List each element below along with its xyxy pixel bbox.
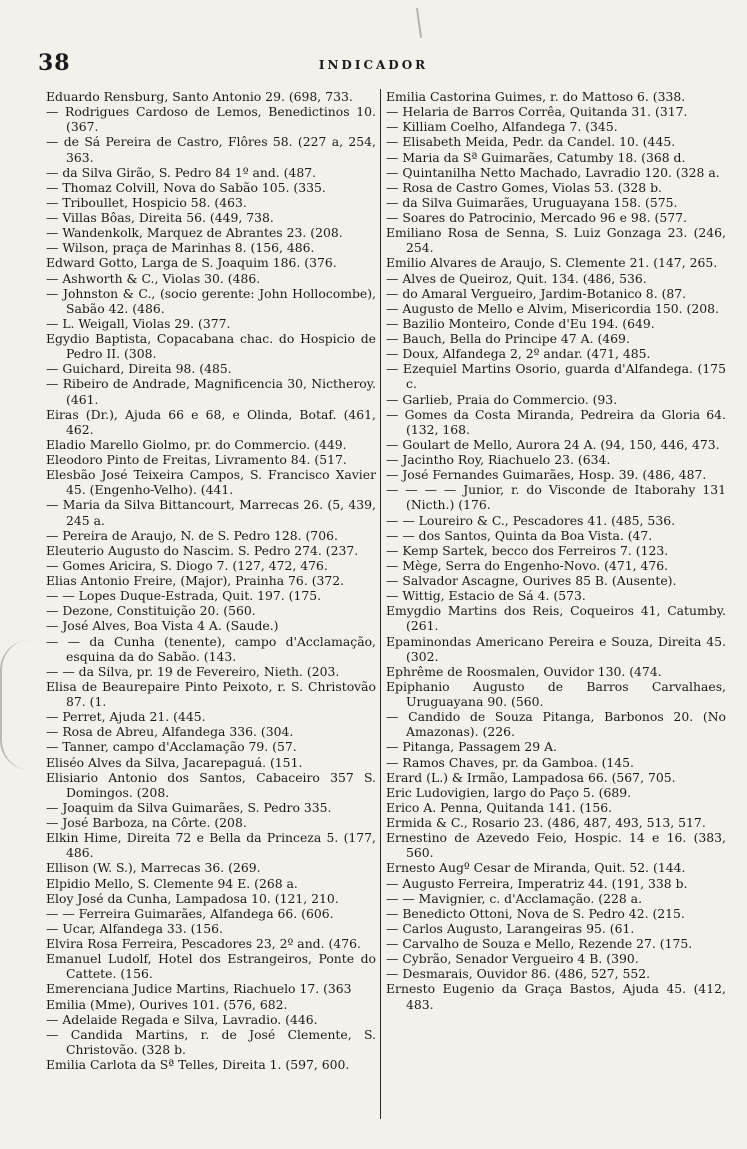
directory-entry: — Cybrão, Senador Vergueiro 4 B. (390. xyxy=(386,951,639,967)
directory-entry: — Garlieb, Praia do Commercio. (93. xyxy=(386,391,618,407)
directory-entry: Ermida & C., Rosario 23. (486, 487, 493, 513, 517. xyxy=(386,815,706,830)
directory-entry: — — Lopes Duque-Estrada, Quit. 197. (175. xyxy=(46,588,322,604)
directory-entry: — Quintanilha Netto Machado, Lavradio 120. (328 a. xyxy=(386,164,720,180)
directory-entry: Ephrême de Roosmalen, Ouvidor 130. (474. xyxy=(386,663,662,679)
directory-entry: — — Ferreira Guimarães, Alfandega 66. (606. xyxy=(46,905,334,921)
directory-entry: Eladio Marello Giolmo, pr. do Commercio. (449. xyxy=(46,436,347,452)
directory-entry: — Rosa de Abreu, Alfandega 336. (304. xyxy=(46,724,294,740)
directory-entry: — Perret, Ajuda 21. (445. xyxy=(46,709,206,725)
directory-entry: — Mège, Serra do Engenho-Novo. (471, 476. xyxy=(386,557,669,573)
directory-entry: Ernesto Augº Cesar de Miranda, Quit. 52. (144. xyxy=(386,860,686,876)
directory-entry: — Killiam Coelho, Alfandega 7. (345. xyxy=(386,119,618,135)
directory-entry: — Maria da Silva Bittancourt, Marrecas 26. (5, 439, 245 a. xyxy=(46,497,376,528)
directory-entry: — Rodrigues Cardoso de Lemos, Benedictinos 10. (367. xyxy=(46,104,376,135)
page-number: 38 xyxy=(38,50,71,76)
directory-entry: Emerenciana Judice Martins, Riachuelo 17. (363 xyxy=(46,981,352,997)
directory-entry: Eliséo Alves da Silva, Jacarepaguá. (151. xyxy=(46,754,303,770)
directory-entry: Emilia Carlota da Sª Telles, Direita 1. (597, 600. xyxy=(46,1057,350,1072)
directory-entry: Erico A. Penna, Quitanda 141. (156. xyxy=(386,799,613,815)
directory-entry: — Pitanga, Passagem 29 A. xyxy=(386,739,557,755)
directory-entry: — Elisabeth Meida, Pedr. da Candel. 10. (445. xyxy=(386,134,676,150)
directory-entry: — Ramos Chaves, pr. da Gamboa. (145. xyxy=(386,754,634,770)
directory-entry: — Helaria de Barros Corrêa, Quitanda 31. (317. xyxy=(386,104,688,120)
directory-entry: — Joaquim da Silva Guimarães, S. Pedro 335. xyxy=(46,799,332,815)
page-edge-stain xyxy=(0,640,40,770)
directory-entry: Eleodoro Pinto de Freitas, Livramento 84. (517. xyxy=(46,452,347,467)
directory-entry: — Carlos Augusto, Larangeiras 95. (61. xyxy=(386,920,635,936)
running-head: INDICADOR xyxy=(318,58,429,72)
directory-entry: — Jacintho Roy, Riachuelo 23. (634. xyxy=(386,452,611,467)
directory-entry: — Wilson, praça de Marinhas 8. (156, 486. xyxy=(46,240,315,256)
directory-entry: Elisa de Beaurepaire Pinto Peixoto, r. S. Christovão 87. (1. xyxy=(46,678,376,709)
directory-entry: — Kemp Sartek, becco dos Ferreiros 7. (123. xyxy=(386,542,669,558)
directory-entry: — Ucar, Alfandega 33. (156. xyxy=(46,920,223,936)
directory-entry: — da Silva Girão, S. Pedro 84 1º and. (487. xyxy=(46,164,317,180)
directory-entry: Eric Ludovigien, largo do Paço 5. (689. xyxy=(386,784,632,800)
directory-entry: Epaminondas Americano Pereira e Souza, Direita 45. (302. xyxy=(386,633,726,664)
directory-entry: Emanuel Ludolf, Hotel dos Estrangeiros, Ponte do Cattete. (156. xyxy=(46,951,376,982)
directory-entry: Emiliano Rosa de Senna, S. Luiz Gonzaga 23. (246, 254. xyxy=(386,225,726,256)
directory-entry: — José Alves, Boa Vista 4 A. (Saude.) xyxy=(46,618,279,634)
directory-entry: Elkin Hime, Direita 72 e Bella da Princeza 5. (177, 486. xyxy=(46,830,376,861)
directory-entry: Emygdio Martins dos Reis, Coqueiros 41, Catumby. (261. xyxy=(386,603,726,634)
directory-entry: Ellison (W. S.), Marrecas 36. (269. xyxy=(46,860,261,876)
directory-entry: — Carvalho de Souza e Mello, Rezende 27. (175. xyxy=(386,936,693,951)
directory-entry: — Wandenkolk, Marquez de Abrantes 23. (208. xyxy=(46,225,343,241)
directory-entry: — Thomaz Colvill, Nova do Sabão 105. (335. xyxy=(46,179,326,195)
directory-entry: Emilio Alvares de Araujo, S. Clemente 21. (147, 265. xyxy=(386,255,718,271)
directory-entry: — Salvador Ascagne, Ourives 85 B. (Ausente). xyxy=(386,573,677,588)
directory-entry: — Augusto Ferreira, Imperatriz 44. (191, 338 b. xyxy=(386,875,688,891)
directory-entry: — José Fernandes Guimarães, Hosp. 39. (486, 487. xyxy=(386,467,707,483)
directory-entry: — Gomes da Costa Miranda, Pedreira da Gloria 64. (132, 168. xyxy=(386,406,726,437)
directory-entry: — Soares do Patrocinio, Mercado 96 e 98. (577. xyxy=(386,210,687,225)
directory-entry: Ernesto Eugenio da Graça Bastos, Ajuda 45. (412, 483. xyxy=(386,981,726,1012)
left-column xyxy=(46,89,376,1139)
directory-entry: — Alves de Queiroz, Quit. 134. (486, 536. xyxy=(386,270,647,286)
right-column xyxy=(386,89,726,1139)
directory-entry: Elpidio Mello, S. Clemente 94 E. (268 a. xyxy=(46,875,298,891)
directory-entry: — José Barboza, na Côrte. (208. xyxy=(46,815,247,830)
directory-entry: Eleuterio Augusto do Nascim. S. Pedro 274. (237. xyxy=(46,542,359,558)
directory-entry: Elesbão José Teixeira Campos, S. Francisco Xavier 45. (Engenho-Velho). (441. xyxy=(46,467,376,498)
directory-entry: — Goulart de Mello, Aurora 24 A. (94, 150, 446, 473. xyxy=(386,436,720,452)
directory-entry: Elias Antonio Freire, (Major), Prainha 76. (372. xyxy=(46,573,345,588)
directory-entry: — Tanner, campo d'Acclamação 79. (57. xyxy=(46,739,297,755)
directory-entry: — Guichard, Direita 98. (485. xyxy=(46,361,232,377)
directory-entry: — Johnston & C., (socio gerente: John Hollocombe), Sabão 42. (486. xyxy=(46,285,376,316)
directory-entry: — do Amaral Vergueiro, Jardim-Botanico 8. (87. xyxy=(386,285,687,301)
directory-entry: Erard (L.) & Irmão, Lampadosa 66. (567, 705. xyxy=(386,769,676,785)
directory-entry: — — da Silva, pr. 19 de Fevereiro, Nieth. (203. xyxy=(46,663,340,679)
directory-entry: — Augusto de Mello e Alvim, Misericordia 150. (208. xyxy=(386,300,719,316)
directory-entry: — Dezone, Constituição 20. (560. xyxy=(46,603,256,619)
pencil-mark xyxy=(416,8,422,38)
directory-entry: — Maria da Sª Guimarães, Catumby 18. (368 d. xyxy=(386,149,686,165)
directory-entry: Elvira Rosa Ferreira, Pescadores 23, 2º and. (476. xyxy=(46,936,361,951)
directory-entry: — — — — Junior, r. do Visconde de Itaborahy 131 (Nicth.) (176. xyxy=(386,482,726,513)
directory-entry: — Ashworth & C., Violas 30. (486. xyxy=(46,270,261,286)
directory-entry: Eiras (Dr.), Ajuda 66 e 68, e Olinda, Botaf. (461, 462. xyxy=(46,406,376,437)
directory-entry: — — Loureiro & C., Pescadores 41. (485, 536. xyxy=(386,512,676,528)
directory-entry: — Ribeiro de Andrade, Magnificencia 30, Nictheroy. (461. xyxy=(46,376,376,407)
directory-entry: Eduardo Rensburg, Santo Antonio 29. (698, 733. xyxy=(46,89,353,104)
directory-entry: — Ezequiel Martins Osorio, guarda d'Alfandega. (175 c. xyxy=(386,361,726,392)
directory-entry: — Adelaide Regada e Silva, Lavradio. (446. xyxy=(46,1011,318,1027)
directory-entry: — — da Cunha (tenente), campo d'Acclamação, esquina da do Sabão. (143. xyxy=(46,633,376,664)
directory-entry: — da Silva Guimarães, Uruguayana 158. (575. xyxy=(386,194,678,210)
directory-entry: Emilia Castorina Guimes, r. do Mattoso 6. (338. xyxy=(386,89,686,104)
directory-entry: — Triboullet, Hospicio 58. (463. xyxy=(46,194,247,210)
directory-entry: — — Mavignier, c. d'Acclamação. (228 a. xyxy=(386,890,643,906)
directory-entry: Edward Gotto, Larga de S. Joaquim 186. (376. xyxy=(46,255,337,271)
directory-entry: — de Sá Pereira de Castro, Flôres 58. (227 a, 254, 363. xyxy=(46,134,376,165)
directory-entry: Elisiario Antonio dos Santos, Cabaceiro 357 S. Domingos. (208. xyxy=(46,769,376,800)
directory-entry: — Pereira de Araujo, N. de S. Pedro 128. (706. xyxy=(46,527,338,543)
directory-entry: — Villas Bôas, Direita 56. (449, 738. xyxy=(46,210,274,225)
directory-entry: — Candida Martins, r. de José Clemente, S. Christovão. (328 b. xyxy=(46,1026,376,1057)
directory-entry: Ernestino de Azevedo Feio, Hospic. 14 e 16. (383, 560. xyxy=(386,830,726,861)
directory-entry: — Doux, Alfandega 2, 2º andar. (471, 485. xyxy=(386,346,651,362)
directory-entry: Emilia (Mme), Ourives 101. (576, 682. xyxy=(46,996,288,1012)
directory-entry: Eloy José da Cunha, Lampadosa 10. (121, 210. xyxy=(46,890,339,906)
directory-entry: — Rosa de Castro Gomes, Violas 53. (328 b. xyxy=(386,179,662,195)
column-divider xyxy=(380,89,381,1119)
directory-entry: — Gomes Aricira, S. Diogo 7. (127, 472, 476. xyxy=(46,557,328,573)
directory-entry: — Desmarais, Ouvidor 86. (486, 527, 552. xyxy=(386,966,651,982)
directory-entry: — Wittig, Estacio de Sá 4. (573. xyxy=(386,588,586,604)
directory-entry: — Bazilio Monteiro, Conde d'Eu 194. (649. xyxy=(386,315,655,331)
directory-entry: — Bauch, Bella do Principe 47 A. (469. xyxy=(386,331,630,346)
directory-entry: — Candido de Souza Pitanga, Barbonos 20. (No Amazonas). (226. xyxy=(386,709,726,740)
directory-entry: — Benedicto Ottoni, Nova de S. Pedro 42. (215. xyxy=(386,905,685,921)
directory-entry: — — dos Santos, Quinta da Boa Vista. (47. xyxy=(386,527,653,543)
directory-entry: Epiphanio Augusto de Barros Carvalhaes, Uruguayana 90. (560. xyxy=(386,678,726,709)
directory-entry: — L. Weigall, Violas 29. (377. xyxy=(46,315,231,331)
directory-entry: Egydio Baptista, Copacabana chac. do Hospicio de Pedro II. (308. xyxy=(46,331,376,362)
